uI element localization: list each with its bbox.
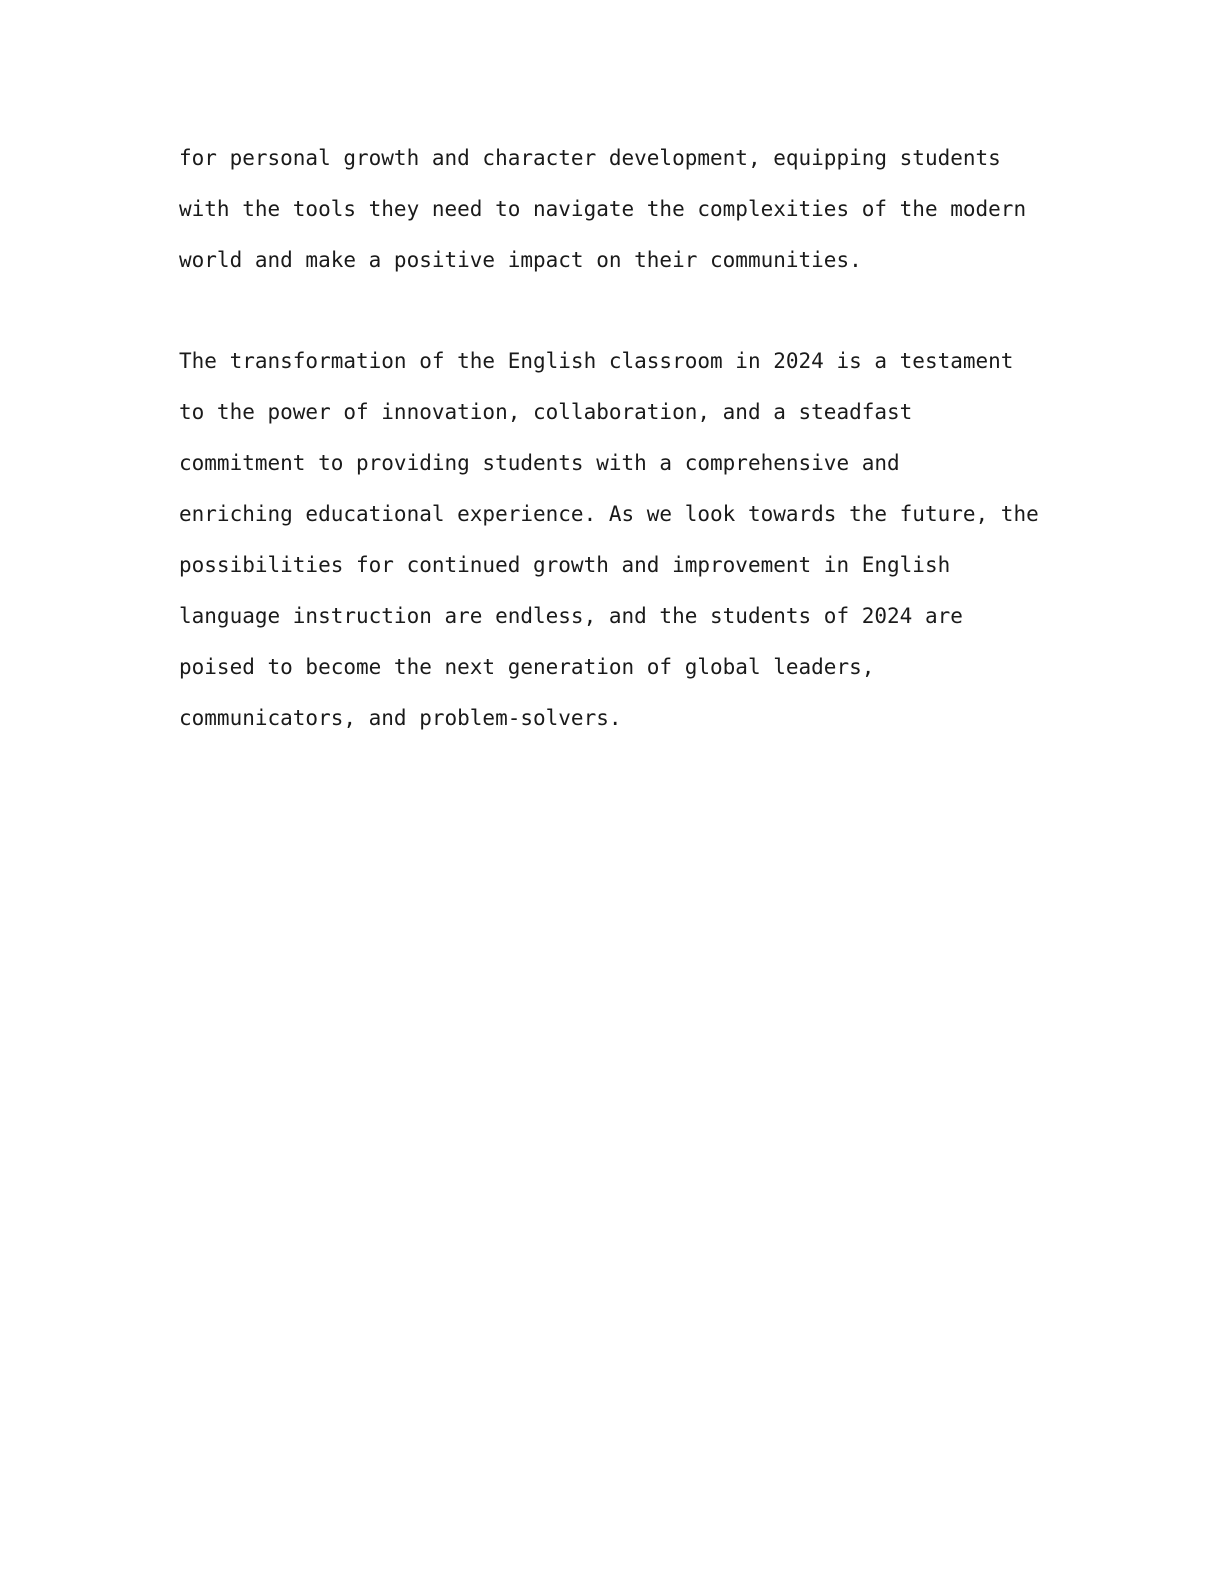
paragraph-line: commitment to providing students with a comprehensive and	[179, 451, 900, 475]
paragraph-line: communicators, and problem-solvers.	[179, 706, 622, 730]
paragraph-line: poised to become the next generation of global leaders,	[179, 655, 875, 679]
paragraph-line: with the tools they need to navigate the complexities of the modern	[179, 197, 1027, 221]
paragraph-line: enriching educational experience. As we look towards the future, the	[179, 502, 1039, 526]
paragraph-line: world and make a positive impact on their communities.	[179, 248, 862, 272]
paragraph	[179, 336, 1079, 744]
paragraph-line: to the power of innovation, collaboration, and a steadfast	[179, 400, 913, 424]
paragraph-line: possibilities for continued growth and improvement in English	[179, 553, 951, 577]
paragraph-line: language instruction are endless, and the students of 2024 are	[179, 604, 963, 628]
paragraph-line: for personal growth and character development, equipping students	[179, 146, 1001, 170]
paragraph-line: The transformation of the English classroom in 2024 is a testament	[179, 349, 1014, 373]
paragraph	[179, 133, 1079, 286]
